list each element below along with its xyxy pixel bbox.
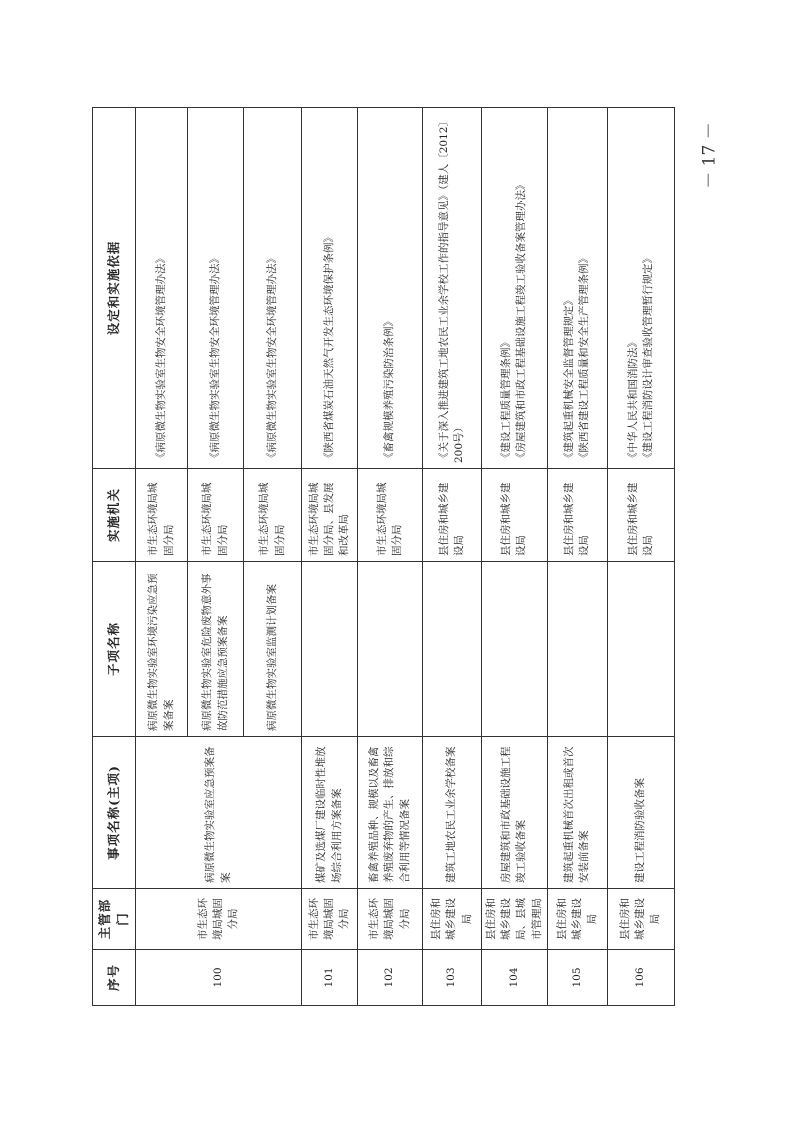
- subitem-cell: [482, 562, 548, 737]
- subitem-cell: 病原微生物实验室环境污染应急预案备案: [136, 562, 188, 737]
- subitem-cell: [423, 562, 482, 737]
- subitem-cell: [302, 562, 358, 737]
- basis-line: 《病原微生物实验室生物安全环境管理办法》: [265, 253, 278, 463]
- agency-cell: 市生态环境局城固分局: [188, 469, 244, 562]
- table-row: [302, 108, 358, 1006]
- agency-cell: 市生态环境局城固分局: [358, 469, 423, 562]
- agency-cell: 县住房和城乡建设局: [547, 469, 607, 562]
- item-cell: 建设工程消防验收备案: [607, 737, 674, 889]
- table-row: [423, 108, 482, 1006]
- table-row: [482, 108, 548, 1006]
- seq-cell: 101: [302, 950, 358, 1006]
- basis-line: 《畜禽规模养殖污染防治条例》: [383, 316, 396, 463]
- basis-cell: [547, 108, 607, 469]
- seq-cell: 100: [136, 950, 302, 1006]
- department-cell: 市生态环境局城固分局: [302, 889, 358, 950]
- basis-cell: [607, 108, 674, 469]
- department-cell: 市生态环境局城固分局: [358, 889, 423, 950]
- rotated-table-container: [92, 108, 672, 1006]
- subitem-cell: 病原微生物实验室危险废物意外事故防范措施应急预案备案: [188, 562, 244, 737]
- department-cell: 县住房和城乡建设局: [607, 889, 674, 950]
- basis-cell: [302, 108, 358, 469]
- header-seq: 序号: [93, 950, 136, 1006]
- basis-line: 《房屋建筑和市政工程基础设施工程竣工验收备案管理办法》: [515, 179, 528, 463]
- item-cell: 建筑工地农民工业余学校备案: [423, 737, 482, 889]
- agency-cell: 县住房和城乡建设局: [423, 469, 482, 562]
- basis-cell: [244, 108, 302, 469]
- basis-line: 《建设工程质量管理条例》: [500, 337, 513, 463]
- basis-cell: [482, 108, 548, 469]
- header-department: 主管部门: [93, 889, 136, 950]
- basis-line: 《建设工程消防设计审查验收管理暂行规定》: [641, 253, 654, 463]
- agency-cell: 市生态环境局城固分局: [244, 469, 302, 562]
- basis-line: 《关于深入推进建筑工地农民工业余学校工作的指导意见》（建人〔2012〕200号）: [437, 116, 465, 463]
- header-basis: 设定和实施依据: [93, 108, 136, 469]
- table-row: [547, 108, 607, 1006]
- subitem-cell: [607, 562, 674, 737]
- basis-line: 《病原微生物实验室生物安全环境管理办法》: [208, 253, 221, 463]
- header-subitem: 子项名称: [93, 562, 136, 737]
- basis-cell: [136, 108, 188, 469]
- basis-line: 《陕西省煤炭石油天然气开发生态环境保护条例》: [322, 232, 335, 463]
- table-row: [358, 108, 423, 1006]
- header-agency: 实施机关: [93, 469, 136, 562]
- item-cell: 煤矿及选煤厂建设临时性堆放场综合利用方案备案: [302, 737, 358, 889]
- agency-cell: 市生态环境局城固分局: [136, 469, 188, 562]
- seq-cell: 106: [607, 950, 674, 1006]
- seq-cell: 103: [423, 950, 482, 1006]
- page-number: [692, 120, 722, 190]
- agency-cell: 县住房和城乡建设局: [607, 469, 674, 562]
- department-cell: 市生态环境局城固分局: [136, 889, 302, 950]
- basis-line: 《中华人民共和国消防法》: [626, 337, 639, 463]
- subitem-cell: [358, 562, 423, 737]
- subitem-cell: [547, 562, 607, 737]
- item-cell: 建筑起重机械首次出租或首次安装前备案: [547, 737, 607, 889]
- header-item: 事项名称(主项): [93, 737, 136, 889]
- seq-cell: 105: [547, 950, 607, 1006]
- header-row: [93, 108, 136, 1006]
- seq-cell: 104: [482, 950, 548, 1006]
- item-cell: 房屋建筑和市政基础设施工程竣工验收备案: [482, 737, 548, 889]
- department-cell: 县住房和城乡建设局: [423, 889, 482, 950]
- department-cell: 县住房和城乡建设局: [547, 889, 607, 950]
- item-cell: 病原微生物实验室应急预案备案: [136, 737, 302, 889]
- item-cell: 畜禽养殖品种、规模以及畜禽养殖废弃物的产生、排放和综合利用等情况备案: [358, 737, 423, 889]
- page-number-text: － 17 －: [699, 121, 720, 189]
- basis-cell: [423, 108, 482, 469]
- table-row: [607, 108, 674, 1006]
- subitem-cell: 病原微生物实验室监测计划备案: [244, 562, 302, 737]
- agency-cell: 市生态环境局城固分局、县发展和改革局: [302, 469, 358, 562]
- seq-cell: 102: [358, 950, 423, 1006]
- filing-items-table: [92, 107, 675, 1006]
- basis-cell: [188, 108, 244, 469]
- agency-cell: 县住房和城乡建设局: [482, 469, 548, 562]
- basis-line: 《建筑起重机械安全监督管理规定》: [563, 295, 576, 463]
- department-cell: 县住房和城乡建设局、县城市管理局: [482, 889, 548, 950]
- basis-cell: [358, 108, 423, 469]
- basis-line: 《陕西省建设工程质量和安全生产管理条例》: [578, 253, 591, 463]
- basis-line: 《病原微生物实验室生物安全环境管理办法》: [154, 253, 167, 463]
- table-row: [136, 108, 188, 1006]
